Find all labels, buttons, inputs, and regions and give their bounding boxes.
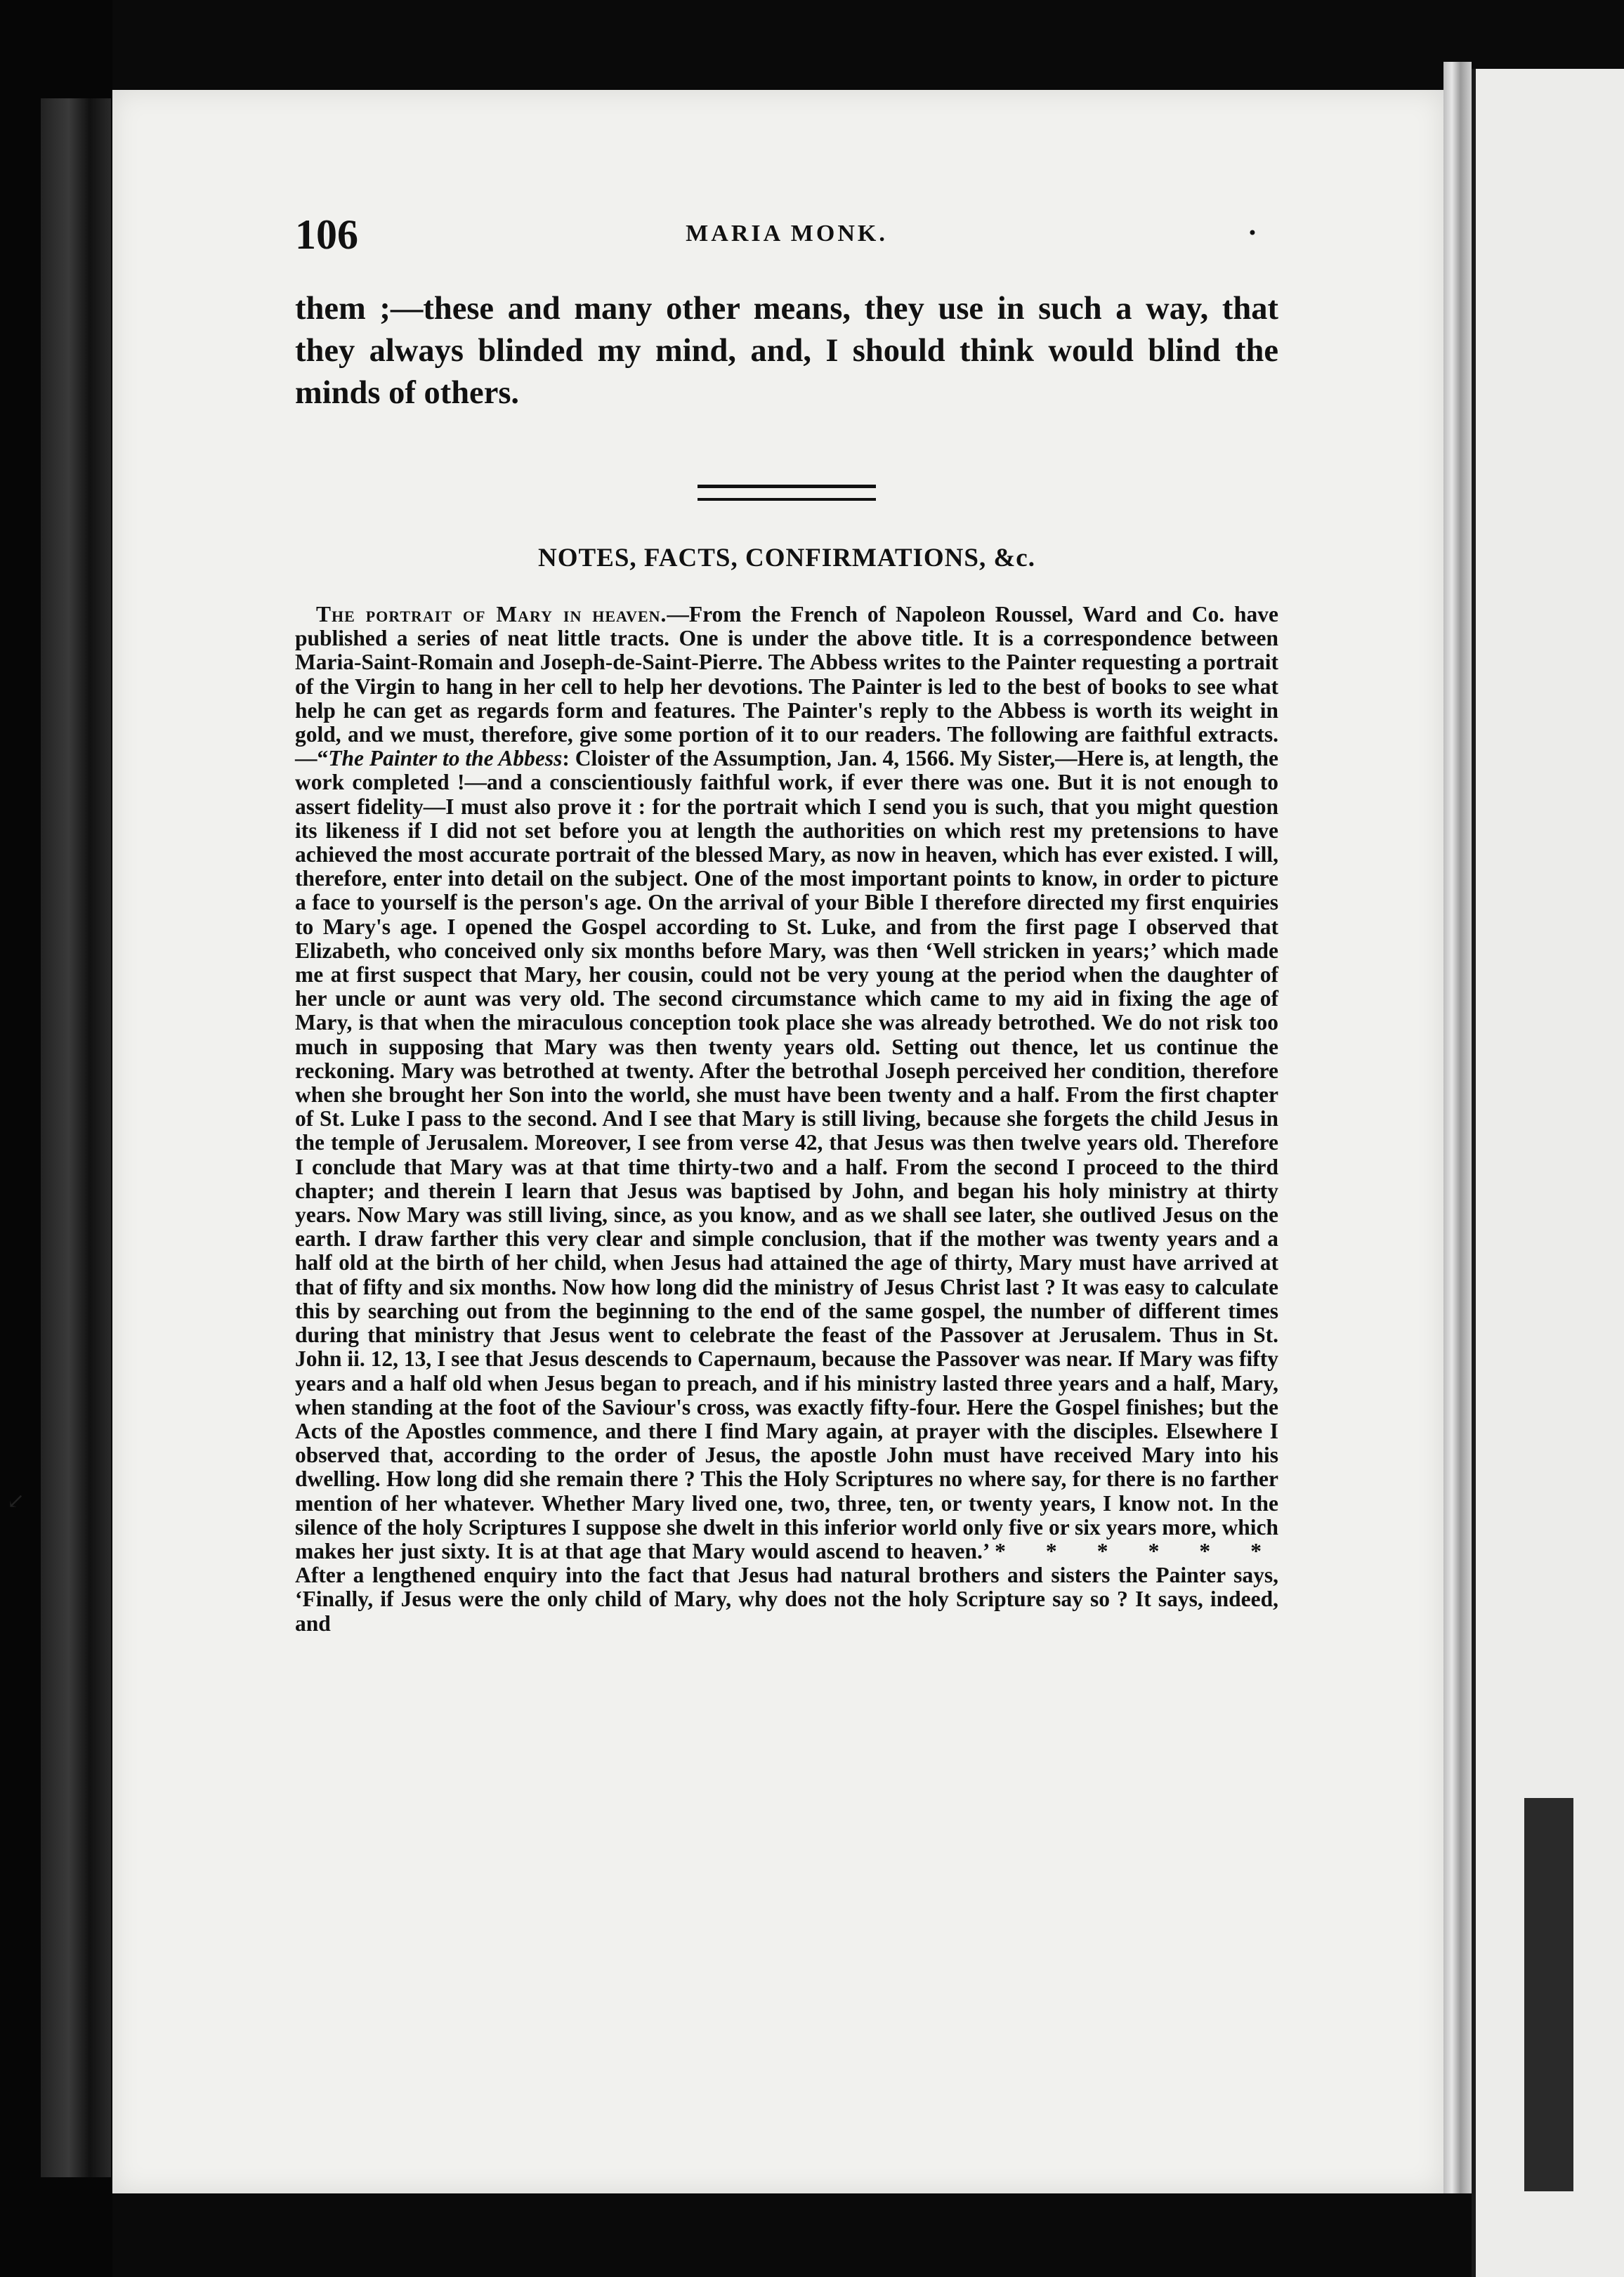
running-head: MARIA MONK. bbox=[686, 221, 888, 247]
article-paragraph bbox=[295, 603, 1278, 1636]
section-break-stars: * * * * * * bbox=[995, 1538, 1279, 1563]
book-spine bbox=[41, 98, 111, 2177]
article-text-1: —From the French of Napoleon Roussel, Ward and Co. have published a series of neat little tracts. One is under the above title. It is a correspondence between Maria-Saint-Romain and Joseph-de-Saint-Pierre. The Abbess writes to the Painter requesting a portrait of the Virgin to hang in her cell to help her devotions. The Painter is led to the best of books to see what help he can get as regards form and features. The Painter's reply to the Abbess is worth its weight in gold, and we must, therefore, give some portion of it to our readers. The following are faithful extracts.—“ bbox=[295, 602, 1278, 771]
page-header bbox=[295, 211, 1278, 267]
lead-paragraph: them ;—these and many other means, they use in such a way, that they always blinded my mind, and, I should think would blind the minds of others. bbox=[295, 291, 1278, 411]
page-number: 106 bbox=[295, 211, 358, 258]
section-heading: NOTES, FACTS, CONFIRMATIONS, &c. bbox=[538, 544, 1035, 572]
margin-mark: ↙ bbox=[7, 1489, 25, 1514]
page-content bbox=[295, 211, 1278, 1658]
page-edge bbox=[1443, 62, 1472, 2193]
article-text-3: After a lengthened enquiry into the fact that Jesus had natural brothers and sisters the Painter says, ‘Finally, if Jesus were the only child of Mary, why does not the holy Scripture say so ? It says, indeed, and bbox=[295, 1563, 1278, 1636]
article-title: The portrait of Mary in heaven. bbox=[316, 602, 667, 626]
gutter-shadow bbox=[1524, 1798, 1573, 2191]
header-mark: • bbox=[1247, 223, 1257, 243]
article-text-2: : Cloister of the Assumption, Jan. 4, 1566. My Sister,—Here is, at length, the work completed !—and a conscientiously faithful work, if ever there was one. But it is not enough to assert fidelity—I must also prove it : for the portrait which I send you is such, that you might question its likeness if I did not set before you at length the authorities on which rest my pretensions to have achieved the most accurate portrait of the blessed Mary, as now in heaven, which has ever existed. I will, therefore, enter into detail on the subject. One of the most important points to know, in order to picture a face to yourself is the person's age. On the arrival of your Bible I therefore directed my first enquiries to Mary's age. I opened the Gospel according to St. Luke, and from the first page I observed that Elizabeth, who conceived only six months before Mary, was then ‘Well stricken in years;’ which made me at first suspect that Mary, her cousin, could not be very young at the period when the daughter of her uncle or aunt was very old. The second circumstance which came to my aid in fixing the age of Mary, is that when the miraculous conception took place she was already betrothed. We do not risk too much in supposing that Mary was then twenty years old. Setting out thence, let us continue the reckoning. Mary was betrothed at twenty. After the betrothal Joseph perceived her condition, therefore when she brought her Son into the world, she must have been twenty and a half. From the first chapter of St. Luke I pass to the second. And I see that Mary is still living, because she forgets the child Jesus in the temple of Jerusalem. Moreover, I see from verse 42, that Jesus was then twelve years old. Therefore I conclude that Mary was at that time thirty-two and a half. From the second I proceed to the third chapter; and therein I learn that Jesus was baptised by John, and began his holy ministry at thirty years. Now Mary was still living, since, as you know, and as we shall see later, she outlived Jesus on the earth. I draw farther this very clear and simple conclusion, that if the mother was twenty years and a half old at the birth of her child, when Jesus had attained the age of thirty, Mary must have arrived at that of fifty and six months. Now how long did the ministry of Jesus Christ last ? It was easy to calculate this by searching out from the beginning to the end of the same gospel, the number of different times during that ministry that Jesus went to celebrate the feast of the Passover at Jerusalem. Thus in St. John ii. 12, 13, I see that Jesus descends to Capernaum, because the Passover was near. If Mary was fifty years and a half old when Jesus began to preach, and if his ministry lasted three years and a half, Mary, when standing at the foot of the Saviour's cross, was exactly fifty-four. Here the Gospel finishes; but the Acts of the Apostles commence, and there I find Mary again, at prayer with the disciples. Elsewhere I observed that, according to the order of Jesus, the apostle John must have received Mary into his dwelling. How long did she remain there ? This the Holy Scriptures no where say, for there is no farther mention of her whatever. Whether Mary lived one, two, three, ten, or twenty years, I know not. In the silence of the holy Scriptures I suppose she dwelt in this inferior world only five or six years more, which makes her just sixty. It is at that age that Mary would ascend to heaven.’ bbox=[295, 746, 1278, 1563]
italic-reference: The Painter to the Abbess bbox=[328, 746, 563, 771]
section-divider bbox=[698, 485, 876, 501]
